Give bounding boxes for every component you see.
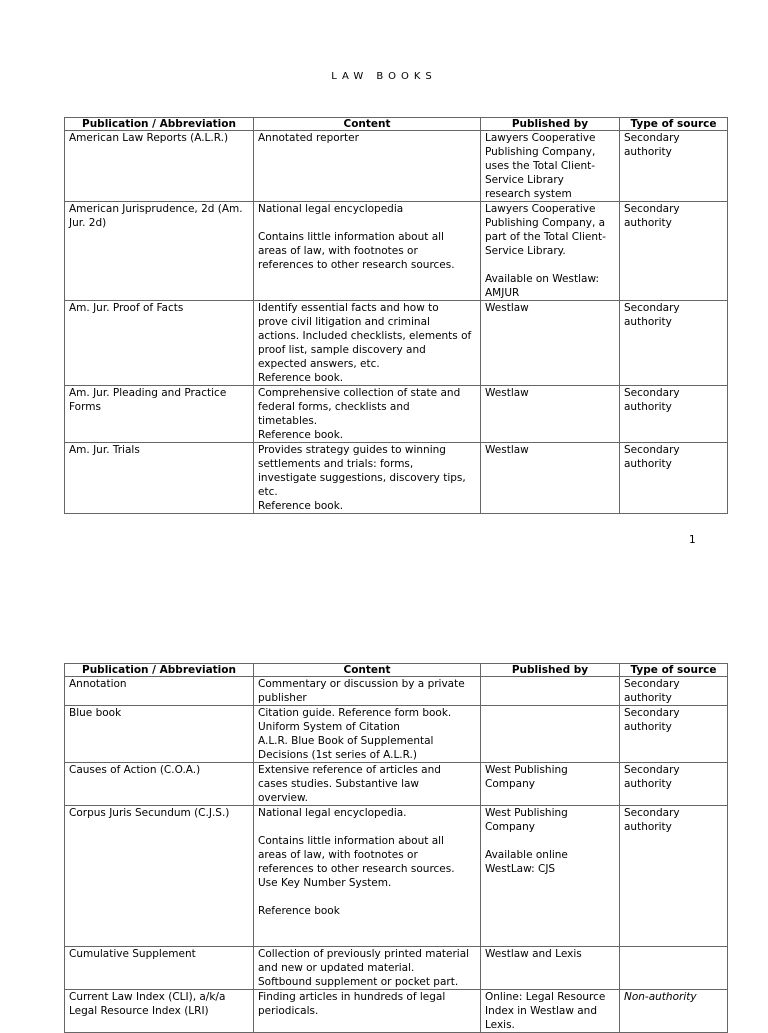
cell-published-by bbox=[481, 706, 620, 763]
cell-text-line: Corpus Juris Secundum (C.J.S.) bbox=[69, 807, 230, 819]
cell-text-line: Citation guide. Reference form book. bbox=[258, 707, 452, 719]
cell-text-line bbox=[485, 258, 615, 272]
cell-type-of-source bbox=[620, 947, 728, 990]
cell-text-line: Blue book bbox=[69, 707, 122, 719]
header-publication: Publication / Abbreviation bbox=[65, 118, 254, 131]
document-title: LAW BOOKS bbox=[331, 71, 437, 82]
cell-text-line: Available on Westlaw: bbox=[485, 273, 599, 285]
header-content: Content bbox=[254, 664, 481, 677]
law-books-table-1 bbox=[64, 117, 728, 514]
cell-type-of-source bbox=[620, 301, 728, 386]
cell-type-of-source bbox=[620, 806, 728, 947]
cell-type-of-source bbox=[620, 443, 728, 514]
cell-text-line: authority bbox=[624, 316, 672, 328]
table-header-row bbox=[65, 118, 728, 131]
cell-text-line: authority bbox=[624, 721, 672, 733]
cell-text-line: Annotated reporter bbox=[258, 132, 359, 144]
cell-text-line: Westlaw bbox=[485, 302, 529, 314]
table-row bbox=[65, 947, 728, 990]
cell-published-by bbox=[481, 947, 620, 990]
cell-text-line: authority bbox=[624, 778, 672, 790]
cell-text-line: cases studies. Substantive law bbox=[258, 778, 420, 790]
cell-text-line: Uniform System of Citation bbox=[258, 721, 400, 733]
header-published-by: Published by bbox=[481, 664, 620, 677]
cell-publication bbox=[65, 763, 254, 806]
cell-publication bbox=[65, 202, 254, 301]
cell-text-line: Am. Jur. Trials bbox=[69, 444, 140, 456]
cell-text-line: Reference book. bbox=[258, 429, 344, 441]
cell-text-line: Annotation bbox=[69, 678, 127, 690]
table-row bbox=[65, 706, 728, 763]
cell-text-line bbox=[258, 932, 476, 946]
cell-content bbox=[254, 131, 481, 202]
cell-text-line: etc. bbox=[258, 486, 278, 498]
cell-publication bbox=[65, 386, 254, 443]
cell-text-line: Identify essential facts and how to bbox=[258, 302, 439, 314]
cell-text-line: Secondary bbox=[624, 807, 680, 819]
cell-publication bbox=[65, 947, 254, 990]
cell-text-line: areas of law, with footnotes or bbox=[258, 245, 418, 257]
cell-type-of-source bbox=[620, 677, 728, 706]
cell-text-line: Secondary bbox=[624, 302, 680, 314]
cell-text-line: Provides strategy guides to winning bbox=[258, 444, 446, 456]
cell-text-line: research system bbox=[485, 188, 572, 200]
cell-text-line: authority bbox=[624, 692, 672, 704]
cell-content bbox=[254, 301, 481, 386]
cell-text-line: Westlaw bbox=[485, 387, 529, 399]
cell-text-line: Am. Jur. Pleading and Practice bbox=[69, 387, 227, 399]
table-row bbox=[65, 990, 728, 1033]
cell-text-line bbox=[258, 918, 476, 932]
cell-text-line: Company bbox=[485, 821, 535, 833]
table-body-2 bbox=[65, 677, 728, 1033]
cell-text-line: authority bbox=[624, 217, 672, 229]
cell-publication bbox=[65, 806, 254, 947]
header-publication: Publication / Abbreviation bbox=[65, 664, 254, 677]
cell-text-line bbox=[258, 890, 476, 904]
cell-type-of-source bbox=[620, 763, 728, 806]
cell-text-line: and new or updated material. bbox=[258, 962, 415, 974]
cell-text-line: settlements and trials: forms, bbox=[258, 458, 414, 470]
cell-text-line: references to other research sources. bbox=[258, 259, 455, 271]
cell-publication bbox=[65, 131, 254, 202]
cell-published-by bbox=[481, 301, 620, 386]
cell-text-line: actions. Included checklists, elements of bbox=[258, 330, 472, 342]
cell-publication bbox=[65, 301, 254, 386]
cell-text-line: Westlaw bbox=[485, 444, 529, 456]
cell-content bbox=[254, 990, 481, 1033]
cell-text-line: Reference book. bbox=[258, 500, 344, 512]
cell-text-line: Service Library bbox=[485, 174, 564, 186]
cell-publication bbox=[65, 990, 254, 1033]
cell-text-line: Legal Resource Index (LRI) bbox=[69, 1005, 209, 1017]
cell-published-by bbox=[481, 763, 620, 806]
cell-text-line: American Jurisprudence, 2d (Am. bbox=[69, 203, 243, 215]
cell-text-line: Westlaw and Lexis bbox=[485, 948, 582, 960]
cell-text-line: references to other research sources. bbox=[258, 863, 455, 875]
cell-text-line: West Publishing bbox=[485, 807, 568, 819]
cell-text-line: Service Library. bbox=[485, 245, 566, 257]
cell-text-line: Extensive reference of articles and bbox=[258, 764, 441, 776]
cell-content bbox=[254, 706, 481, 763]
cell-content bbox=[254, 677, 481, 706]
cell-text-line: Finding articles in hundreds of legal bbox=[258, 991, 446, 1003]
cell-published-by bbox=[481, 806, 620, 947]
cell-text-line: Company bbox=[485, 778, 535, 790]
table-body-1 bbox=[65, 131, 728, 514]
cell-published-by bbox=[481, 677, 620, 706]
cell-type-of-source bbox=[620, 202, 728, 301]
cell-published-by bbox=[481, 131, 620, 202]
cell-content bbox=[254, 806, 481, 947]
cell-published-by bbox=[481, 990, 620, 1033]
cell-text-line: uses the Total Client- bbox=[485, 160, 596, 172]
header-published-by: Published by bbox=[481, 118, 620, 131]
cell-text-line bbox=[258, 820, 476, 834]
table-row bbox=[65, 386, 728, 443]
table-row bbox=[65, 301, 728, 386]
cell-text-line: Publishing Company, a bbox=[485, 217, 606, 229]
cell-text-line: Contains little information about all bbox=[258, 231, 444, 243]
cell-type-of-source bbox=[620, 706, 728, 763]
cell-text-line bbox=[258, 216, 476, 230]
cell-type-of-source bbox=[620, 131, 728, 202]
cell-text-line: Use Key Number System. bbox=[258, 877, 392, 889]
cell-text-line: prove civil litigation and criminal bbox=[258, 316, 430, 328]
cell-text-line: Lexis. bbox=[485, 1019, 515, 1031]
cell-text-line: American Law Reports (A.L.R.) bbox=[69, 132, 229, 144]
cell-text-line: expected answers, etc. bbox=[258, 358, 380, 370]
cell-text-line bbox=[485, 834, 615, 848]
cell-text-line: part of the Total Client- bbox=[485, 231, 606, 243]
cell-content bbox=[254, 763, 481, 806]
cell-text-line: Secondary bbox=[624, 444, 680, 456]
cell-text-line: National legal encyclopedia bbox=[258, 203, 404, 215]
cell-text-line: National legal encyclopedia. bbox=[258, 807, 407, 819]
cell-text-line: Softbound supplement or pocket part. bbox=[258, 976, 459, 988]
cell-text-line: Collection of previously printed material bbox=[258, 948, 470, 960]
cell-text-line: Lawyers Cooperative bbox=[485, 203, 596, 215]
cell-text-line: Reference book bbox=[258, 905, 340, 917]
cell-content bbox=[254, 947, 481, 990]
table-row bbox=[65, 202, 728, 301]
cell-text-line: authority bbox=[624, 401, 672, 413]
cell-text-line: timetables. bbox=[258, 415, 318, 427]
table-row bbox=[65, 131, 728, 202]
cell-text-line: Secondary bbox=[624, 764, 680, 776]
cell-text-line: Secondary bbox=[624, 678, 680, 690]
law-books-table-2 bbox=[64, 663, 728, 1033]
cell-type-of-source bbox=[620, 990, 728, 1033]
cell-text-line: Comprehensive collection of state and bbox=[258, 387, 461, 399]
table-row bbox=[65, 763, 728, 806]
cell-published-by bbox=[481, 386, 620, 443]
cell-text-line: A.L.R. Blue Book of Supplemental bbox=[258, 735, 434, 747]
cell-text-line: Lawyers Cooperative bbox=[485, 132, 596, 144]
cell-text-line: Secondary bbox=[624, 203, 680, 215]
cell-content bbox=[254, 386, 481, 443]
cell-text-line: authority bbox=[624, 821, 672, 833]
cell-text-line: Commentary or discussion by a private bbox=[258, 678, 465, 690]
cell-text-line: overview. bbox=[258, 792, 308, 804]
cell-text-line: AMJUR bbox=[485, 287, 520, 299]
cell-text-line: Cumulative Supplement bbox=[69, 948, 196, 960]
cell-published-by bbox=[481, 202, 620, 301]
cell-publication bbox=[65, 443, 254, 514]
cell-text-line: Secondary bbox=[624, 707, 680, 719]
cell-text-line: proof list, sample discovery and bbox=[258, 344, 426, 356]
cell-publication bbox=[65, 677, 254, 706]
cell-content bbox=[254, 443, 481, 514]
cell-text-line: publisher bbox=[258, 692, 307, 704]
cell-published-by bbox=[481, 443, 620, 514]
cell-text-line: authority bbox=[624, 146, 672, 158]
table-header-row bbox=[65, 664, 728, 677]
table-row bbox=[65, 677, 728, 706]
cell-text-line: Decisions (1st series of A.L.R.) bbox=[258, 749, 417, 761]
header-type-of-source: Type of source bbox=[620, 664, 728, 677]
table-row bbox=[65, 806, 728, 947]
cell-text-line: Non-authority bbox=[624, 991, 697, 1003]
cell-text-line: Publishing Company, bbox=[485, 146, 596, 158]
cell-publication bbox=[65, 706, 254, 763]
cell-text-line: Secondary bbox=[624, 132, 680, 144]
table-row bbox=[65, 443, 728, 514]
cell-text-line: Reference book. bbox=[258, 372, 344, 384]
cell-text-line: Jur. 2d) bbox=[69, 217, 107, 229]
cell-text-line: Secondary bbox=[624, 387, 680, 399]
header-type-of-source: Type of source bbox=[620, 118, 728, 131]
cell-text-line: investigate suggestions, discovery tips, bbox=[258, 472, 466, 484]
cell-text-line: Forms bbox=[69, 401, 101, 413]
cell-type-of-source bbox=[620, 386, 728, 443]
header-content: Content bbox=[254, 118, 481, 131]
cell-text-line: Causes of Action (C.O.A.) bbox=[69, 764, 201, 776]
cell-text-line: Contains little information about all bbox=[258, 835, 444, 847]
cell-text-line: Am. Jur. Proof of Facts bbox=[69, 302, 184, 314]
page-number: 1 bbox=[689, 534, 696, 546]
cell-text-line: federal forms, checklists and bbox=[258, 401, 410, 413]
cell-text-line: periodicals. bbox=[258, 1005, 319, 1017]
cell-text-line: authority bbox=[624, 458, 672, 470]
cell-text-line: Index in Westlaw and bbox=[485, 1005, 597, 1017]
cell-text-line: areas of law, with footnotes or bbox=[258, 849, 418, 861]
cell-text-line: Current Law Index (CLI), a/k/a bbox=[69, 991, 226, 1003]
cell-text-line: Online: Legal Resource bbox=[485, 991, 606, 1003]
cell-text-line: Available online bbox=[485, 849, 568, 861]
cell-text-line: WestLaw: CJS bbox=[485, 863, 556, 875]
cell-content bbox=[254, 202, 481, 301]
cell-text-line: West Publishing bbox=[485, 764, 568, 776]
